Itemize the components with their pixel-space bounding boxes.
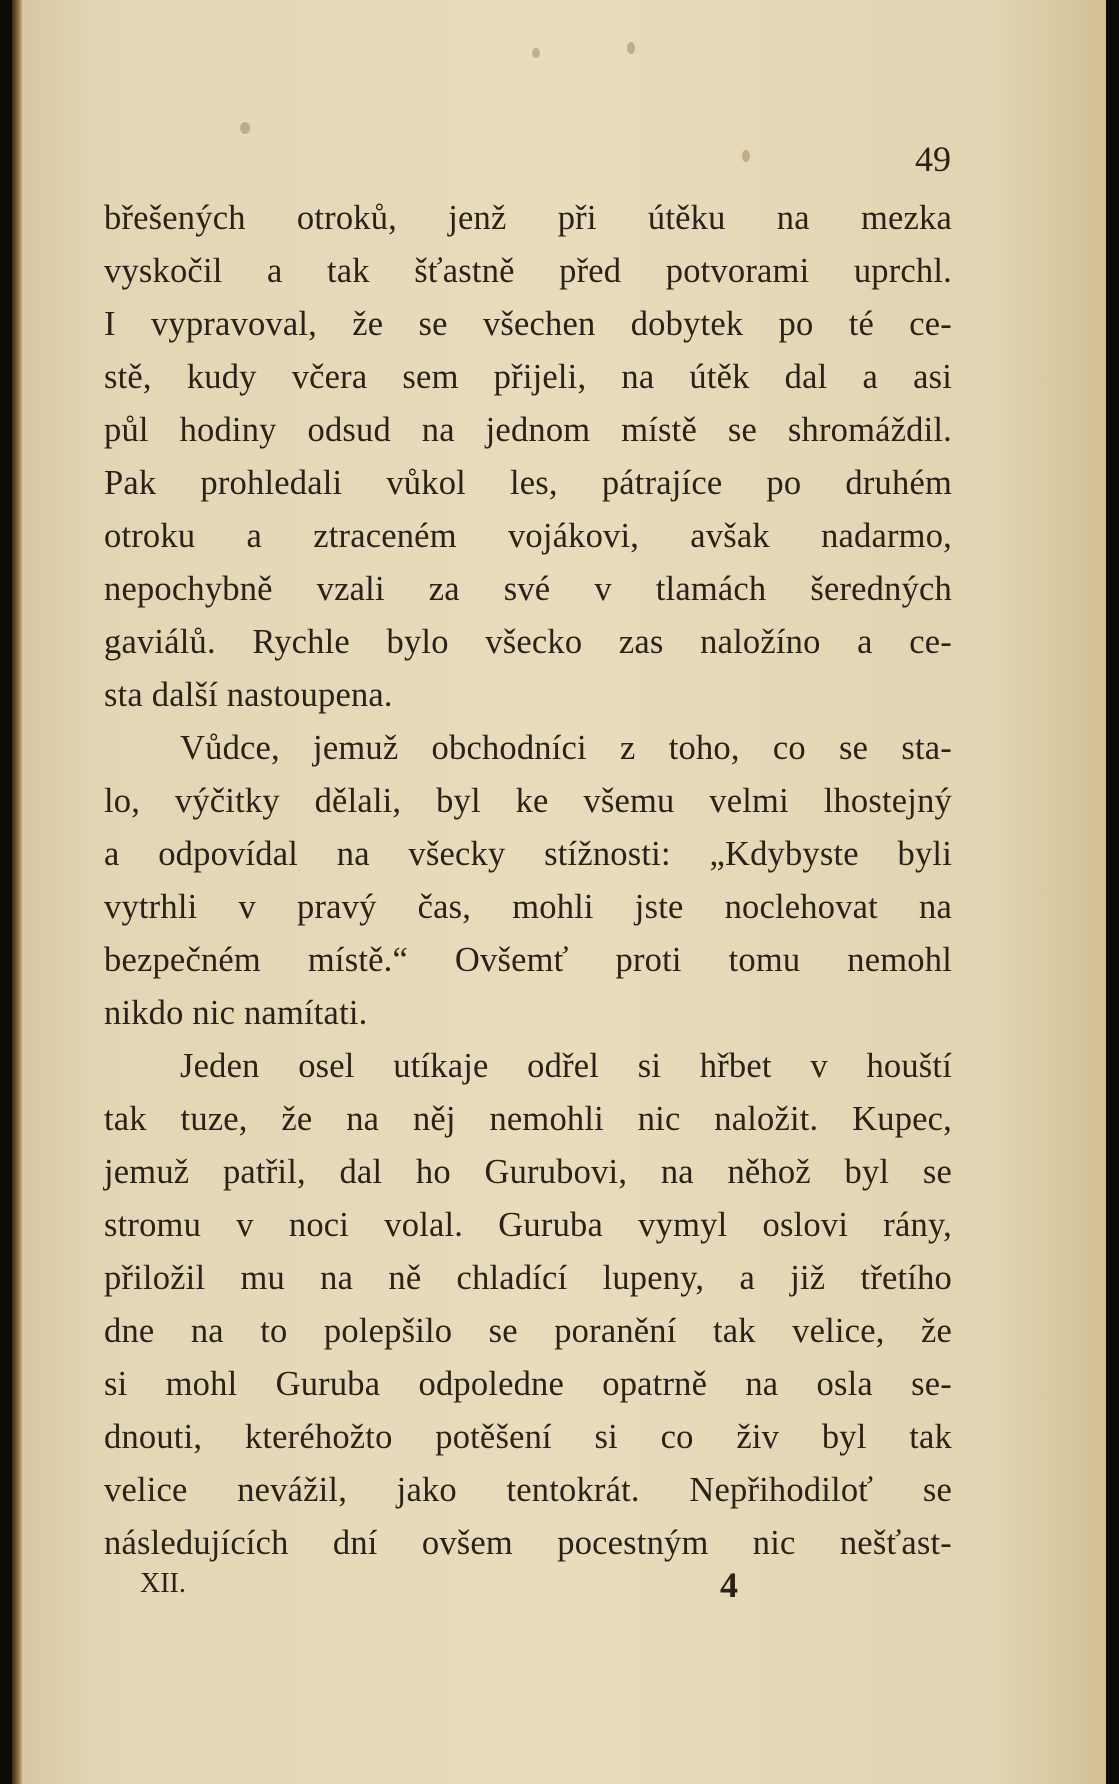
text-line: Vůdce, jemuž obchodníci z toho, co se sta-	[180, 729, 952, 767]
text-line: dne na to polepšilo se poranění tak velice, že	[104, 1312, 952, 1350]
text-line: vyskočil a tak šťastně před potvorami uprchl.	[104, 252, 952, 290]
text-line: Pak prohledali vůkol les, pátrajíce po druhém	[104, 464, 952, 502]
paper-stain	[532, 48, 540, 58]
text-line: a odpovídal na všecky stížnosti: „Kdybyste byli	[104, 835, 952, 873]
text-line: bezpečném místě.“ Ovšemť proti tomu nemohl	[104, 941, 952, 979]
paper-stain	[742, 150, 750, 162]
text-line: lo, výčitky dělali, byl ke všemu velmi lhostejný	[104, 782, 952, 820]
page-spine-edge	[12, 0, 22, 1784]
body-text	[104, 192, 952, 1570]
text-line: nepochybně vzali za své v tlamách šeredných	[104, 570, 952, 608]
page-footer	[140, 1565, 760, 1612]
text-line: I vypravoval, že se všechen dobytek po té ce-	[104, 305, 952, 343]
page-number: 49	[915, 139, 951, 179]
text-line: si mohl Guruba odpoledne opatrně na osla se-	[104, 1365, 952, 1403]
paper-stain	[240, 122, 250, 134]
text-line: následujících dní ovšem pocestným nic nešťast-	[104, 1524, 952, 1562]
text-line: stě, kudy včera sem přijeli, na útěk dal a asi	[104, 358, 952, 396]
text-line: břešených otroků, jenž při útěku na mezka	[104, 199, 952, 237]
text-line: půl hodiny odsud na jednom místě se shromáždil.	[104, 411, 952, 449]
text-line: dnouti, kteréhožto potěšení si co živ byl tak	[104, 1418, 952, 1456]
text-line: otroku a ztraceném vojákovi, avšak nadarmo,	[104, 517, 952, 555]
sheet-number: 4	[720, 1565, 738, 1605]
text-line: gaviálů. Rychle bylo všecko zas naložíno a ce-	[104, 623, 952, 661]
book-page	[12, 0, 1106, 1784]
text-line: sta další nastoupena.	[104, 676, 393, 714]
text-line: přiložil mu na ně chladící lupeny, a již třetího	[104, 1259, 952, 1297]
text-line: stromu v noci volal. Guruba vymyl oslovi rány,	[104, 1206, 952, 1244]
text-line: nikdo nic namítati.	[104, 994, 368, 1032]
text-line: Jeden osel utíkaje odřel si hřbet v houští	[180, 1047, 952, 1085]
text-line: tak tuze, že na něj nemohli nic naložit. Kupec,	[104, 1100, 952, 1138]
text-line: jemuž patřil, dal ho Gurubovi, na něhož byl se	[104, 1153, 952, 1191]
paper-stain	[627, 42, 635, 54]
text-line: velice nevážil, jako tentokrát. Nepřihodiloť se	[104, 1471, 952, 1509]
text-line: vytrhli v pravý čas, mohli jste noclehovat na	[104, 888, 952, 926]
signature-mark: XII.	[140, 1568, 186, 1599]
